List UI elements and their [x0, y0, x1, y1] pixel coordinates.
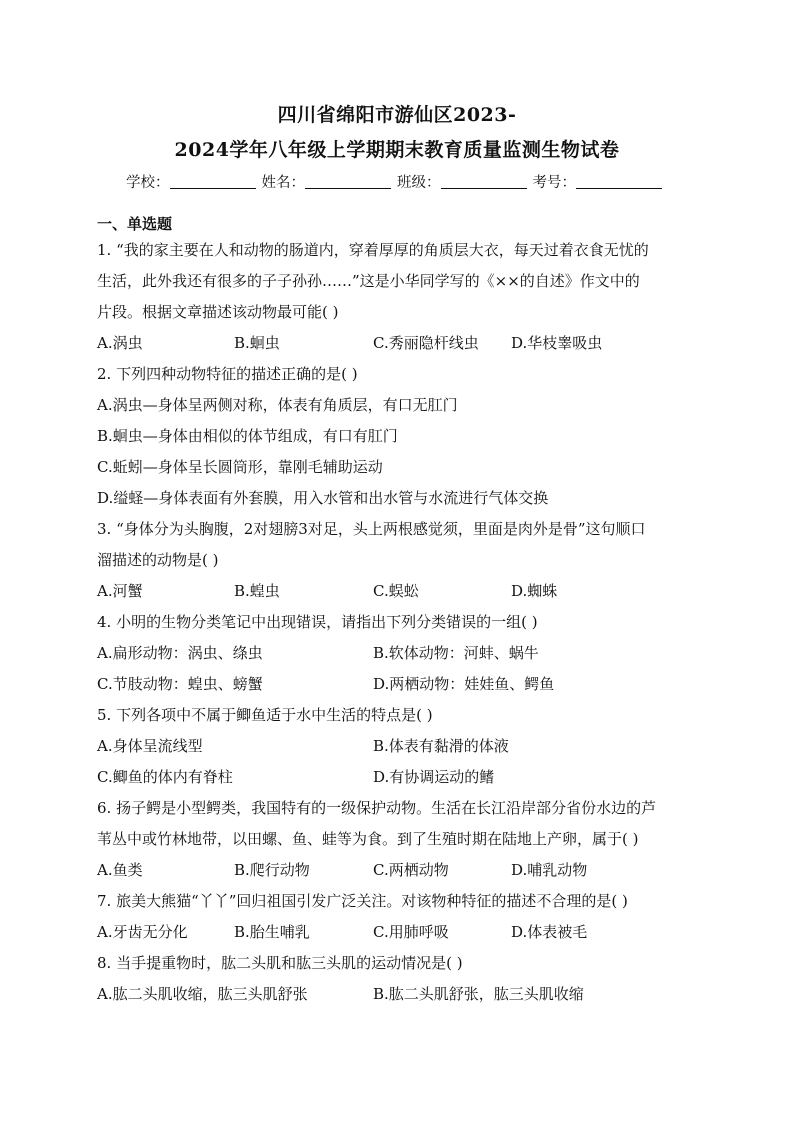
exam-number-blank[interactable]	[576, 174, 662, 189]
question-5-option-d[interactable]: D.有协调运动的鳍	[373, 768, 495, 786]
question-6-option-a[interactable]: A.鱼类	[97, 861, 143, 879]
section-heading: 一、单选题	[97, 215, 173, 233]
question-4-option-d[interactable]: D.两栖动物：娃娃鱼、鳄鱼	[373, 675, 555, 693]
question-5-options-row-2	[97, 767, 717, 787]
question-2-option-a[interactable]: A.涡虫—身体呈两侧对称，体表有角质层，有口无肛门	[97, 396, 458, 414]
question-4-option-c[interactable]: C.节肢动物：蝗虫、螃蟹	[97, 675, 263, 693]
question-1-option-d[interactable]: D.华枝睾吸虫	[511, 334, 603, 352]
exam-title-line2: 2024学年八年级上学期期末教育质量监测生物试卷	[174, 139, 620, 161]
question-2-option-d[interactable]: D.缢蛏—身体表面有外套膜，用入水管和出水管与水流进行气体交换	[97, 489, 549, 507]
class-label: 班级：	[397, 175, 441, 191]
question-1-line-1: 1. “我的家主要在人和动物的肠道内，穿着厚厚的角质层大衣，每天过着衣食无忧的	[97, 241, 649, 259]
class-blank[interactable]	[441, 174, 527, 189]
question-1-option-b[interactable]: B.蛔虫	[234, 334, 280, 352]
question-2-line-1: 2. 下列四种动物特征的描述正确的是( )	[97, 365, 358, 383]
exam-title-line1: 四川省绵阳市游仙区2023-	[277, 104, 517, 126]
question-1-line-2: 生活，此外我还有很多的子子孙孙……”这是小华同学写的《××的自述》作文中的	[97, 272, 640, 290]
question-4-options-row-2	[97, 674, 717, 694]
question-3-line-1: 3. “身体分为头胸腹，2对翅膀3对足，头上两根感觉须，里面是肉外是骨”这句顺口	[97, 520, 646, 538]
question-7-option-b[interactable]: B.胎生哺乳	[234, 923, 310, 941]
question-6-line-1: 6. 扬子鳄是小型鳄类，我国特有的一级保护动物。生活在长江沿岸部分省份水边的芦	[97, 799, 657, 817]
question-1-line-3: 片段。根据文章描述该动物最可能( )	[97, 303, 339, 321]
question-5-option-a[interactable]: A.身体呈流线型	[97, 737, 203, 755]
question-8-line-1: 8. 当手提重物时，肱二头肌和肱三头肌的运动情况是( )	[97, 954, 463, 972]
question-3-option-d[interactable]: D.蜘蛛	[511, 582, 558, 600]
question-1-options	[97, 333, 717, 353]
student-info-row	[0, 171, 794, 192]
question-6-line-2: 苇丛中或竹林地带，以田螺、鱼、蛙等为食。到了生殖时期在陆地上产卵，属于( )	[97, 830, 639, 848]
question-4-options-row-1	[97, 643, 717, 663]
exam-number-label: 考号：	[532, 175, 576, 191]
question-6-option-b[interactable]: B.爬行动物	[234, 861, 310, 879]
question-7-line-1: 7. 旅美大熊猫“丫丫”回归祖国引发广泛关注。对该物种特征的描述不合理的是( )	[97, 892, 628, 910]
question-4-option-b[interactable]: B.软体动物：河蚌、蜗牛	[373, 644, 539, 662]
question-5-options-row-1	[97, 736, 717, 756]
question-2-option-c[interactable]: C.蚯蚓—身体呈长圆筒形，靠刚毛辅助运动	[97, 458, 383, 476]
question-3-option-b[interactable]: B.蝗虫	[234, 582, 280, 600]
question-7-option-d[interactable]: D.体表被毛	[511, 923, 588, 941]
question-7-options	[97, 922, 717, 942]
question-7-option-a[interactable]: A.牙齿无分化	[97, 923, 188, 941]
question-8-option-a[interactable]: A.肱二头肌收缩，肱三头肌舒张	[97, 985, 308, 1003]
question-5-option-b[interactable]: B.体表有黏滑的体液	[373, 737, 509, 755]
question-1-option-a[interactable]: A.涡虫	[97, 334, 143, 352]
question-8-option-b[interactable]: B.肱二头肌舒张，肱三头肌收缩	[373, 985, 584, 1003]
question-2-option-b[interactable]: B.蛔虫—身体由相似的体节组成，有口有肛门	[97, 427, 398, 445]
school-blank[interactable]	[170, 174, 256, 189]
question-8-options	[97, 984, 717, 1004]
question-6-option-c[interactable]: C.两栖动物	[373, 861, 449, 879]
question-5-option-c[interactable]: C.鲫鱼的体内有脊柱	[97, 768, 233, 786]
name-label: 姓名：	[261, 175, 305, 191]
school-label: 学校：	[126, 175, 170, 191]
question-3-option-c[interactable]: C.蜈蚣	[373, 582, 419, 600]
question-3-line-2: 溜描述的动物是( )	[97, 551, 219, 569]
question-4-line-1: 4. 小明的生物分类笔记中出现错误，请指出下列分类错误的一组( )	[97, 613, 538, 631]
name-blank[interactable]	[305, 174, 391, 189]
question-1-option-c[interactable]: C.秀丽隐杆线虫	[373, 334, 479, 352]
question-6-options	[97, 860, 717, 880]
question-6-option-d[interactable]: D.哺乳动物	[511, 861, 588, 879]
question-7-option-c[interactable]: C.用肺呼吸	[373, 923, 449, 941]
question-5-line-1: 5. 下列各项中不属于鲫鱼适于水中生活的特点是( )	[97, 706, 433, 724]
question-3-option-a[interactable]: A.河蟹	[97, 582, 143, 600]
question-4-option-a[interactable]: A.扁形动物：涡虫、绦虫	[97, 644, 263, 662]
question-3-options	[97, 581, 717, 601]
